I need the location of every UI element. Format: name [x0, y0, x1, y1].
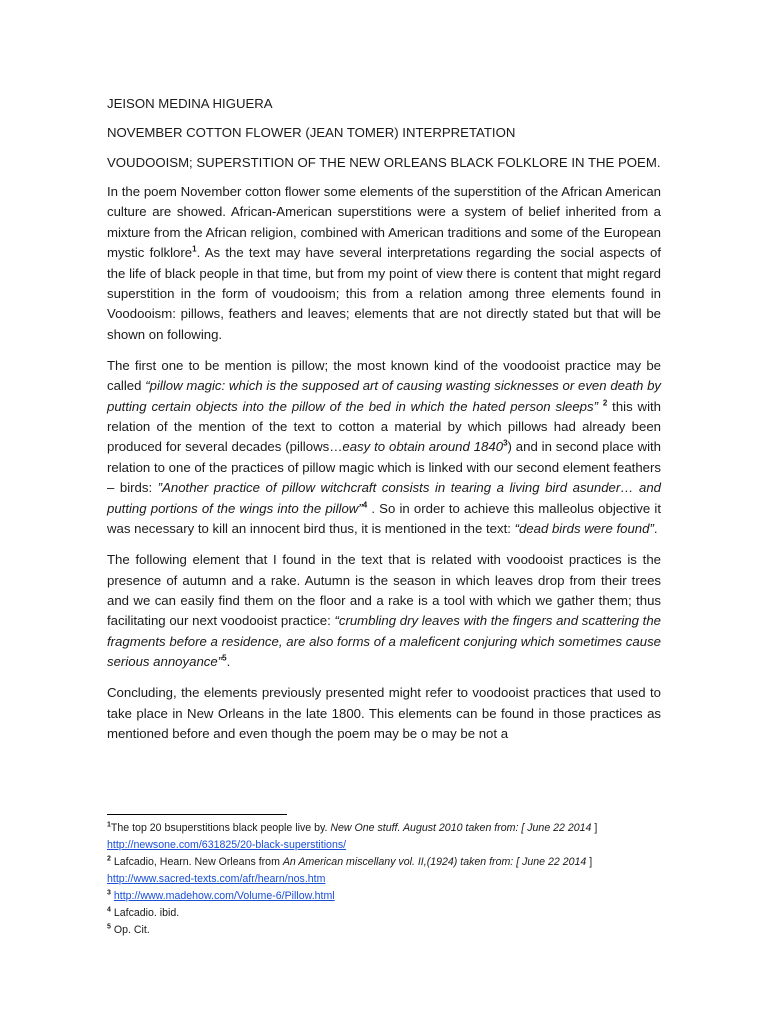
footnote-divider: [107, 814, 287, 815]
body-text: [107, 182, 661, 744]
footnote-bracket: ]: [594, 822, 598, 834]
document-subtitle: VOUDOOISM; SUPERSTITION OF THE NEW ORLEANS BLACK FOLKLORE IN THE POEM.: [107, 155, 661, 170]
footnote-ref-2[interactable]: 2: [602, 398, 608, 408]
quote-pillow-magic: “pillow magic: which is the supposed art of causing wasting sicknesses or even death by putting certain objects into the pillow of the bed in which the hated person sleeps”: [107, 378, 662, 414]
footnote-ref-5[interactable]: 5: [222, 653, 227, 663]
footnote-3: [107, 888, 667, 905]
quote-dry-leaves: “crumbling dry leaves with the fingers and scattering the fragments before a residence, are also forms of a maleficent conjuring which sometimes cause serious annoyance”: [107, 613, 661, 670]
quote-dead-birds: “dead birds were found”: [514, 521, 654, 537]
footnote-1-link-line: [107, 837, 667, 854]
footnote-text: The top 20 bsuperstitions black people live by.: [110, 822, 331, 834]
paragraph-text: .: [653, 521, 658, 537]
paragraph-text: .: [226, 654, 231, 670]
paragraph-1: [107, 182, 661, 345]
footnote-text: Lafcadio, Hearn. New Orleans from: [110, 856, 283, 868]
paragraph-3: [107, 550, 661, 672]
document-title: NOVEMBER COTTON FLOWER (JEAN TOMER) INTERPRETATION: [107, 125, 516, 140]
footnote-number: 4: [107, 906, 111, 914]
footnote-2: [107, 854, 667, 871]
footnote-ref-3[interactable]: 3: [503, 439, 508, 449]
paragraph-text: In the poem November cotton flower some elements of the superstition of the African American culture are showed. African-American superstitions were a system of belief inherited from a mixture from the African religion, combined with American traditions and some of the European mystic folklore: [107, 184, 661, 261]
footnote-text: Lafcadio. ibid.: [110, 907, 180, 919]
author-name: JEISON MEDINA HIGUERA: [107, 96, 273, 111]
paragraph-text: . As the text may have several interpretations regarding the social aspects of the life of black people in that time, but from my point of view there is content that might regard superstition in the form of voudooism; this from a relation among three elements found in Voodooism: pillows, feathers and leaves; elements that are not directly stated but that will be shown on following.: [107, 245, 661, 342]
footnote-ref-4[interactable]: 4: [362, 500, 368, 510]
footnote-1-link[interactable]: http://newsone.com/631825/20-black-superstitions/: [107, 839, 347, 851]
footnote-source: An American miscellany vol. II,(1924) taken from: [ June 22 2014: [282, 856, 590, 868]
footnote-3-link[interactable]: http://www.madehow.com/Volume-6/Pillow.html: [113, 890, 335, 902]
footnotes: [107, 820, 667, 939]
footnote-text: Op. Cit.: [110, 924, 150, 936]
quote-pillow-witchcraft: ”Another practice of pillow witchcraft consists in tearing a living bird asunder… and putting portions of the wings into the pillow”: [107, 480, 661, 516]
footnote-source: New One stuff. August 2010 taken from: [ June 22 2014: [330, 822, 595, 834]
footnote-2-link-line: [107, 871, 667, 888]
paragraph-text: ) and in second place with relation to one of the practices of pillow magic which is linked with our second element feathers – birds:: [107, 439, 662, 496]
paragraph-text: Concluding, the elements previously presented might refer to voodooist practices that used to take place in New Orleans in the late 1800. This elements can be found in those practices as mentioned before and even though the poem may be o may be not a: [107, 685, 661, 741]
footnote-2-link[interactable]: http://www.sacred-texts.com/afr/hearn/nos.htm: [107, 873, 326, 885]
footnote-number: 1: [107, 821, 111, 829]
paragraph-text: this with relation of the mention of the text to cotton a material by which pillows had already been produced for several decades (pillows…: [107, 398, 661, 455]
footnote-ref-1[interactable]: 1: [192, 244, 197, 254]
paragraph-text: The first one to be mention is pillow; the most known kind of the voodooist practice may be called: [107, 357, 661, 394]
paragraph-2: [107, 356, 661, 540]
footnote-4: [107, 905, 667, 922]
footnote-number: 5: [107, 923, 111, 931]
footnote-number: 3: [107, 889, 111, 897]
footnote-1: [107, 820, 667, 837]
footnote-number: 2: [107, 855, 111, 863]
footnote-5: [107, 922, 667, 939]
paragraph-text: . So in order to achieve this malleolus objective it was necessary to kill an innocent bird thus, it is mentioned in the text:: [107, 500, 661, 537]
paragraph-4: [107, 683, 661, 744]
quote-pillows-1840: easy to obtain around 1840: [342, 439, 504, 455]
paragraph-text: The following element that I found in the text that is related with voodooist practices is the presence of autumn and a rake. Autumn is the season in which leaves drop from their trees and we can easily find them on the floor and a rake is a tool with which we gather them; thus facilitating our next voodooist practice:: [107, 552, 661, 629]
footnote-bracket: ]: [589, 856, 593, 868]
